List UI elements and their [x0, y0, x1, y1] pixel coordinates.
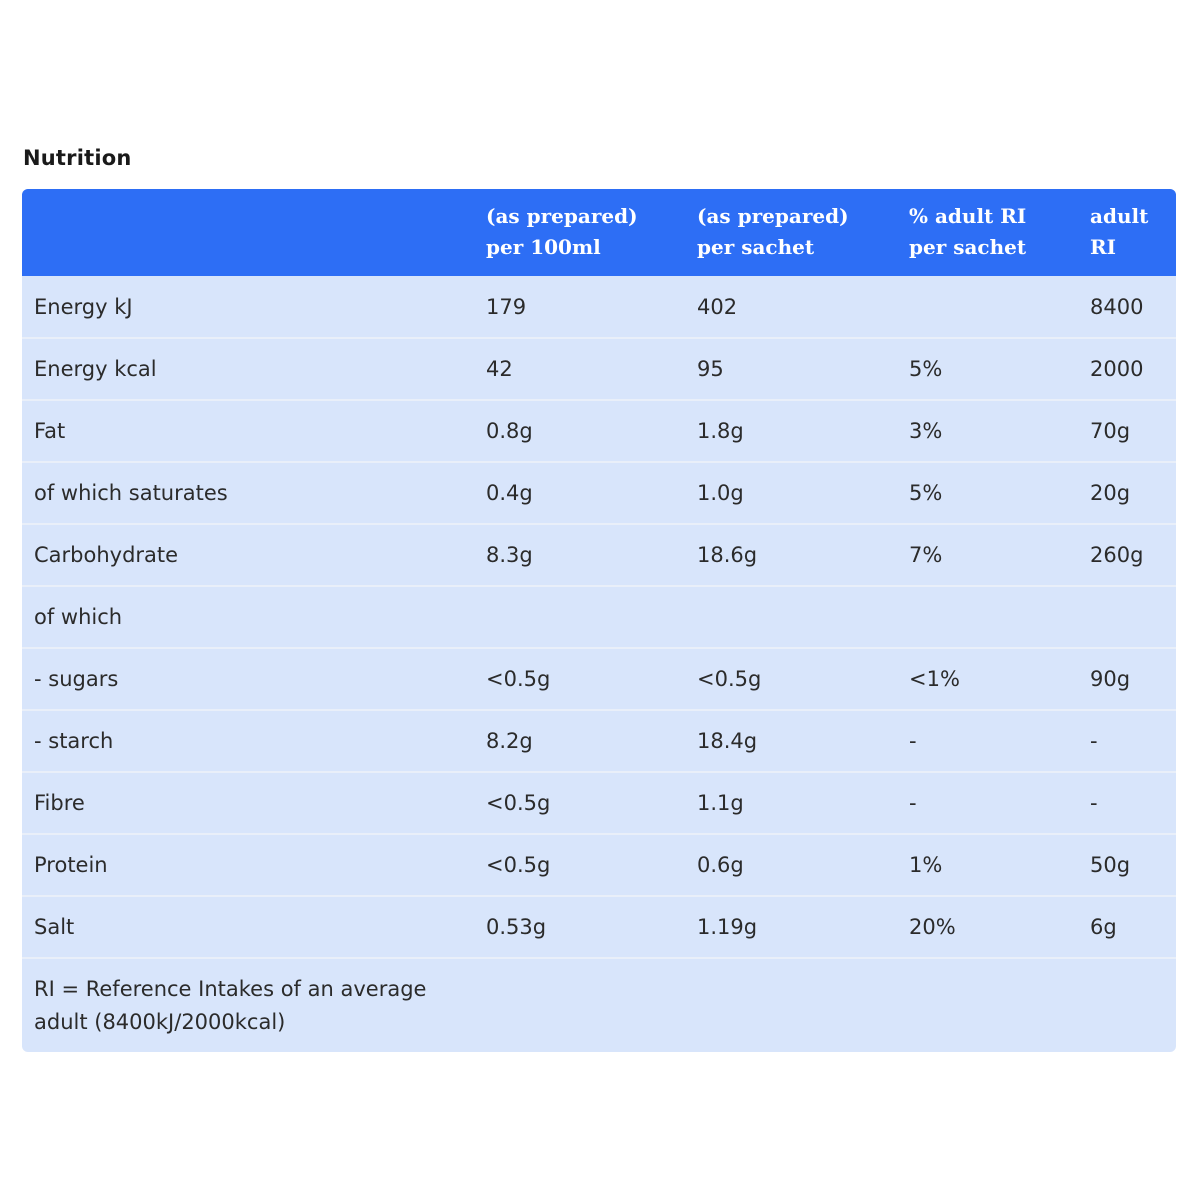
cell-per-100ml: 8.3g: [486, 543, 533, 567]
cell-adult-ri: -: [1090, 791, 1098, 815]
cell-per-100ml: 8.2g: [486, 729, 533, 753]
cell-ri-percent: [897, 276, 1078, 338]
cell-per-sachet: 1.19g: [697, 915, 758, 939]
cell-ri-percent: 5%: [909, 357, 943, 381]
cell-adult-ri: 20g: [1090, 481, 1131, 505]
cell-ri-percent: 7%: [909, 543, 943, 567]
table-row: [22, 524, 1176, 586]
cell-nutrient: Salt: [34, 915, 75, 939]
cell-per-sachet: 1.8g: [697, 419, 744, 443]
cell-per-100ml: 42: [486, 357, 513, 381]
cell-per-100ml: [474, 586, 685, 648]
cell-ri-percent: -: [909, 729, 917, 753]
table-row: [22, 586, 1176, 648]
cell-per-100ml: 0.8g: [486, 419, 533, 443]
cell-nutrient: Fibre: [34, 791, 85, 815]
cell-nutrient: of which saturates: [34, 481, 228, 505]
cell-per-sachet: 18.4g: [697, 729, 758, 753]
table-row: [22, 834, 1176, 896]
header-per-100ml: (as prepared) per 100ml: [486, 204, 638, 259]
cell-nutrient: Carbohydrate: [34, 543, 179, 567]
cell-per-sachet: 1.0g: [697, 481, 744, 505]
header-adult-ri: adult RI: [1090, 204, 1149, 259]
footnote-row: [22, 958, 1176, 1052]
cell-per-100ml: 0.53g: [486, 915, 547, 939]
table-row: [22, 772, 1176, 834]
cell-ri-percent: [897, 586, 1078, 648]
cell-per-sachet: 18.6g: [697, 543, 758, 567]
table-row: [22, 462, 1176, 524]
footnote: [22, 958, 685, 1052]
cell-ri-percent: 3%: [909, 419, 943, 443]
table-row: [22, 338, 1176, 400]
cell-per-100ml: 179: [486, 294, 527, 319]
cell-nutrient: Energy kcal: [34, 357, 157, 381]
cell-adult-ri: 6g: [1090, 915, 1117, 939]
cell-adult-ri: 50g: [1090, 853, 1131, 877]
table-header-row: [22, 189, 1176, 276]
cell-per-sachet: 95: [697, 357, 724, 381]
cell-nutrient: - starch: [34, 729, 114, 753]
cell-ri-percent: 1%: [909, 853, 943, 877]
table-row: [22, 710, 1176, 772]
table-row: [22, 896, 1176, 958]
header-nutrient: [22, 189, 474, 276]
cell-nutrient: of which: [34, 605, 123, 629]
footnote-line: RI = Reference Intakes of an average: [34, 977, 427, 1001]
header-per-sachet: (as prepared) per sachet: [697, 204, 849, 259]
cell-ri-percent: <1%: [909, 667, 960, 691]
header-ri-percent: % adult RI per sachet: [909, 204, 1027, 259]
cell-nutrient: Energy kJ: [34, 294, 133, 319]
cell-per-sachet: <0.5g: [697, 667, 762, 691]
cell-adult-ri: 8400: [1090, 294, 1144, 319]
cell-nutrient: Fat: [34, 419, 66, 443]
cell-nutrient: Protein: [34, 853, 108, 877]
table-row: [22, 400, 1176, 462]
cell-adult-ri: 2000: [1090, 357, 1144, 381]
cell-adult-ri: [1078, 586, 1176, 648]
cell-adult-ri: -: [1090, 729, 1098, 753]
cell-adult-ri: 260g: [1090, 543, 1144, 567]
cell-ri-percent: 5%: [909, 481, 943, 505]
cell-adult-ri: 70g: [1090, 419, 1131, 443]
cell-adult-ri: 90g: [1090, 667, 1131, 691]
cell-ri-percent: -: [909, 791, 917, 815]
cell-per-sachet: [685, 586, 897, 648]
cell-per-100ml: 0.4g: [486, 481, 533, 505]
cell-per-sachet: 1.1g: [697, 791, 744, 815]
cell-per-sachet: 0.6g: [697, 853, 744, 877]
section-title: Nutrition: [23, 146, 132, 170]
cell-per-100ml: <0.5g: [486, 667, 551, 691]
footnote-line: adult (8400kJ/2000kcal): [34, 1010, 286, 1034]
cell-nutrient: - sugars: [34, 667, 119, 691]
cell-per-sachet: 402: [697, 294, 738, 319]
nutrition-table: [22, 189, 1176, 1052]
cell-per-100ml: <0.5g: [486, 791, 551, 815]
cell-per-100ml: <0.5g: [486, 853, 551, 877]
table-row: [22, 276, 1176, 338]
cell-ri-percent: 20%: [909, 915, 956, 939]
table-row: [22, 648, 1176, 710]
